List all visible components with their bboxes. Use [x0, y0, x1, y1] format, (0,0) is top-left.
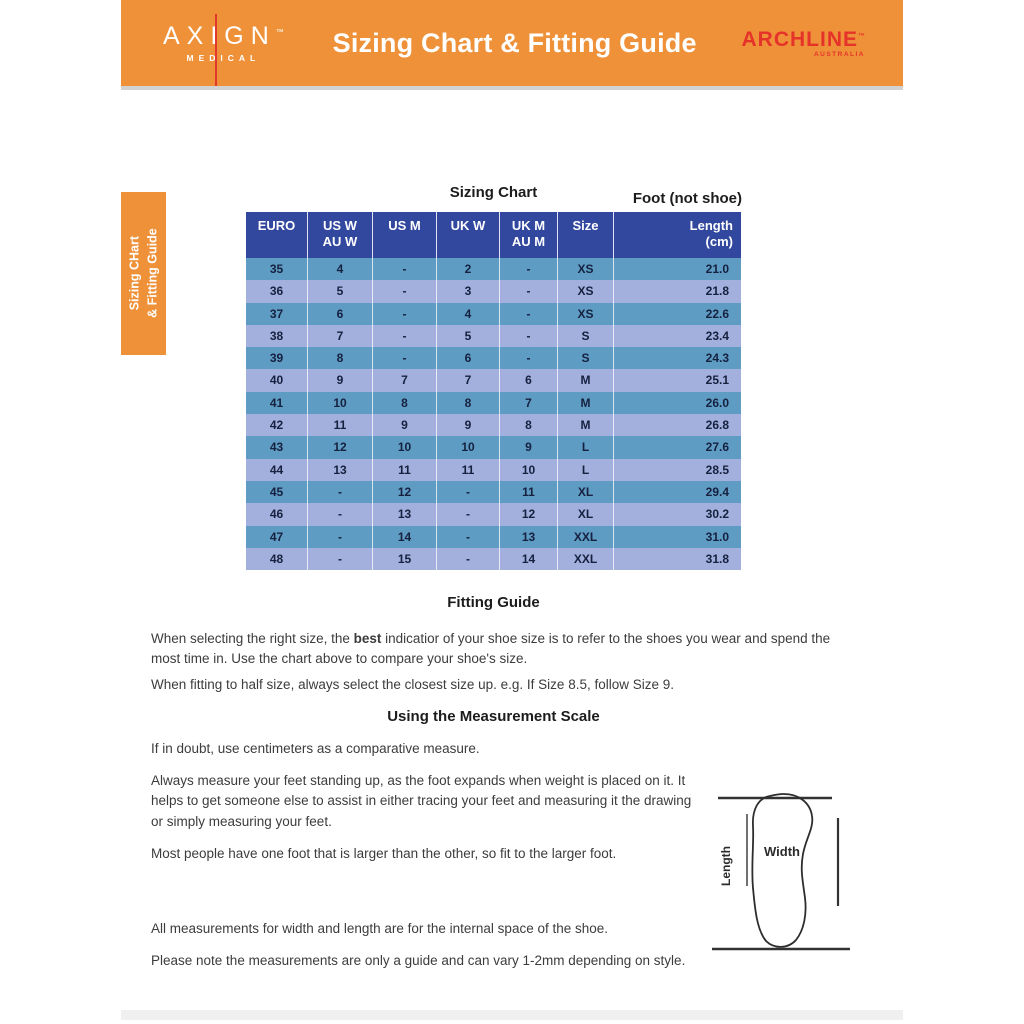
measurement-paragraph-5: Please note the measurements are only a guide and can vary 1-2mm depending on style. [151, 953, 686, 968]
table-cell: 21.0 [613, 258, 741, 280]
fitting-paragraph-1 [151, 629, 843, 670]
fitting-guide-heading: Fitting Guide [447, 594, 540, 611]
table-cell: 7 [307, 325, 372, 347]
table-cell: 10 [307, 392, 372, 414]
table-cell: 8 [499, 414, 557, 436]
table-cell: 8 [307, 347, 372, 369]
table-cell: 3 [436, 280, 499, 302]
table-cell: 4 [436, 303, 499, 325]
table-cell: 31.8 [613, 548, 741, 570]
table-row [246, 303, 741, 325]
paragraph-text: When selecting the right size, the [151, 631, 354, 646]
table-cell: - [307, 503, 372, 525]
sizing-table-header [246, 212, 741, 258]
column-header: US W AU W [307, 212, 372, 258]
table-cell: 28.5 [613, 459, 741, 481]
table-cell: 12 [372, 481, 436, 503]
table-cell: - [499, 303, 557, 325]
table-cell: S [557, 347, 613, 369]
table-cell: 30.2 [613, 503, 741, 525]
bold-word: best [353, 631, 382, 646]
table-cell: 21.8 [613, 280, 741, 302]
table-cell: - [372, 258, 436, 280]
table-cell: 26.0 [613, 392, 741, 414]
column-header: EURO [257, 218, 296, 233]
table-cell: 11 [372, 459, 436, 481]
table-cell: 22.6 [613, 303, 741, 325]
side-tab-line2: & Fitting Guide [145, 228, 160, 319]
table-cell: 5 [307, 280, 372, 302]
column-header: Length (cm) [613, 212, 741, 258]
table-cell: - [499, 258, 557, 280]
table-cell: 10 [499, 459, 557, 481]
trademark-symbol: ™ [858, 32, 865, 40]
table-cell: 25.1 [613, 369, 741, 391]
table-cell: 10 [372, 436, 436, 458]
measurement-paragraph-4: All measurements for width and length are for the internal space of the shoe. [151, 921, 609, 936]
table-row [246, 325, 741, 347]
table-cell: - [307, 481, 372, 503]
table-cell: - [499, 280, 557, 302]
length-label: Length [719, 846, 733, 886]
table-cell: XS [557, 280, 613, 302]
column-header: Size [557, 212, 613, 258]
table-cell: - [436, 526, 499, 548]
table-cell: L [557, 436, 613, 458]
side-tab [121, 192, 166, 355]
table-cell: 13 [307, 459, 372, 481]
table-cell: 46 [269, 507, 284, 522]
table-cell: 40 [269, 373, 284, 388]
table-cell: - [436, 548, 499, 570]
table-cell: 8 [372, 392, 436, 414]
foot-not-shoe-label: Foot (not shoe) [632, 190, 742, 207]
table-cell: L [557, 459, 613, 481]
table-row [246, 369, 741, 391]
table-cell: 24.3 [613, 347, 741, 369]
sizing-chart-title: Sizing Chart [449, 184, 538, 201]
table-cell: - [499, 325, 557, 347]
table-cell: - [372, 303, 436, 325]
table-cell: 44 [269, 462, 284, 477]
table-cell: 5 [436, 325, 499, 347]
table-cell: 12 [499, 503, 557, 525]
sizing-table-body [246, 258, 741, 570]
table-cell: 15 [372, 548, 436, 570]
table-cell: 29.4 [613, 481, 741, 503]
table-cell: 26.8 [613, 414, 741, 436]
table-cell: - [372, 347, 436, 369]
column-header: UK W [436, 212, 499, 258]
column-header: US M [372, 212, 436, 258]
table-row [246, 258, 741, 280]
table-cell: XS [557, 258, 613, 280]
measurement-paragraph-2: Always measure your feet standing up, as the foot expands when weight is placed on it. It helps to get someone else to assist in either tracing your feet and measuring it the drawing or simply measuring your feet. [151, 773, 692, 829]
table-cell: 6 [307, 303, 372, 325]
axign-logo-name [163, 21, 284, 50]
axign-logo-text: AXIGN [163, 21, 276, 50]
table-row [246, 392, 741, 414]
measurement-paragraph-1: If in doubt, use centimeters as a comparative measure. [151, 741, 480, 756]
table-cell: 41 [269, 395, 284, 410]
table-cell: 36 [269, 284, 284, 299]
table-cell: 31.0 [613, 526, 741, 548]
table-cell: S [557, 325, 613, 347]
table-cell: XXL [557, 526, 613, 548]
table-cell: 11 [307, 414, 372, 436]
axign-logo-subtext: MEDICAL [186, 52, 261, 63]
table-cell: 14 [372, 526, 436, 548]
table-cell: 37 [269, 306, 284, 321]
table-cell: 43 [269, 440, 284, 455]
table-cell: - [436, 481, 499, 503]
table-cell: M [557, 414, 613, 436]
table-cell: 38 [269, 328, 284, 343]
page-title: Sizing Chart & Fitting Guide [332, 27, 697, 58]
archline-logo-text: ARCHLINE [741, 27, 858, 51]
table-cell: 42 [269, 418, 284, 433]
table-cell: 11 [499, 481, 557, 503]
table-cell: 35 [269, 262, 284, 276]
table-cell: 10 [436, 436, 499, 458]
table-cell: 7 [372, 369, 436, 391]
table-cell: 4 [307, 258, 372, 280]
table-cell: - [499, 347, 557, 369]
table-cell: 7 [499, 392, 557, 414]
table-row [246, 436, 741, 458]
table-cell: - [372, 325, 436, 347]
table-cell: 9 [372, 414, 436, 436]
table-cell: 2 [436, 258, 499, 280]
table-cell: XL [557, 503, 613, 525]
table-cell: 8 [436, 392, 499, 414]
table-cell: 45 [269, 484, 284, 499]
side-tab-line1: Sizing CHart [127, 236, 142, 311]
table-row [246, 347, 741, 369]
table-cell: 9 [436, 414, 499, 436]
table-cell: 9 [307, 369, 372, 391]
table-cell: XXL [557, 548, 613, 570]
table-cell: XS [557, 303, 613, 325]
table-cell: XL [557, 481, 613, 503]
table-cell: 11 [436, 459, 499, 481]
table-row [246, 459, 741, 481]
measurement-heading: Using the Measurement Scale [387, 708, 600, 725]
axign-logo [159, 21, 288, 63]
table-cell: 13 [499, 526, 557, 548]
table-cell: 14 [499, 548, 557, 570]
table-cell: 6 [436, 347, 499, 369]
table-cell: 48 [269, 551, 284, 566]
archline-logo [742, 29, 866, 58]
table-row [246, 414, 741, 436]
archline-logo-subtext: AUSTRALIA [813, 50, 865, 58]
table-cell: 13 [372, 503, 436, 525]
table-cell: - [307, 548, 372, 570]
header-shadow [121, 86, 903, 90]
sizing-table [246, 212, 741, 570]
foot-measurement-diagram [710, 786, 878, 958]
header-bar [121, 0, 903, 86]
table-cell: - [307, 526, 372, 548]
trademark-symbol: ™ [275, 27, 284, 37]
table-cell: - [372, 280, 436, 302]
next-page-edge [121, 1010, 903, 1020]
table-row [246, 503, 741, 525]
table-cell: - [436, 503, 499, 525]
table-cell: 7 [436, 369, 499, 391]
table-row [246, 526, 741, 548]
table-cell: 47 [269, 529, 284, 544]
width-label: Width [764, 844, 800, 859]
table-cell: 12 [307, 436, 372, 458]
table-cell: 9 [499, 436, 557, 458]
measurement-paragraph-3: Most people have one foot that is larger than the other, so fit to the larger foot. [151, 846, 617, 861]
side-tab-label [125, 229, 161, 319]
table-cell: 39 [269, 351, 284, 366]
table-row [246, 548, 741, 570]
table-cell: M [557, 369, 613, 391]
table-cell: 6 [499, 369, 557, 391]
table-cell: M [557, 392, 613, 414]
paragraph-text: indicatior of your shoe size is to refer to the shoes you wear and spend the most time in. Use the chart above to compare your shoe's size. [151, 631, 831, 667]
archline-logo-name [742, 29, 866, 50]
table-row [246, 481, 741, 503]
table-cell: 23.4 [613, 325, 741, 347]
fitting-paragraph-2: When fitting to half size, always select the closest size up. e.g. If Size 8.5, follow Size 9. [151, 677, 674, 692]
table-cell: 27.6 [613, 436, 741, 458]
column-header: UK M AU M [499, 212, 557, 258]
foot-outline [752, 794, 812, 947]
table-row [246, 280, 741, 302]
